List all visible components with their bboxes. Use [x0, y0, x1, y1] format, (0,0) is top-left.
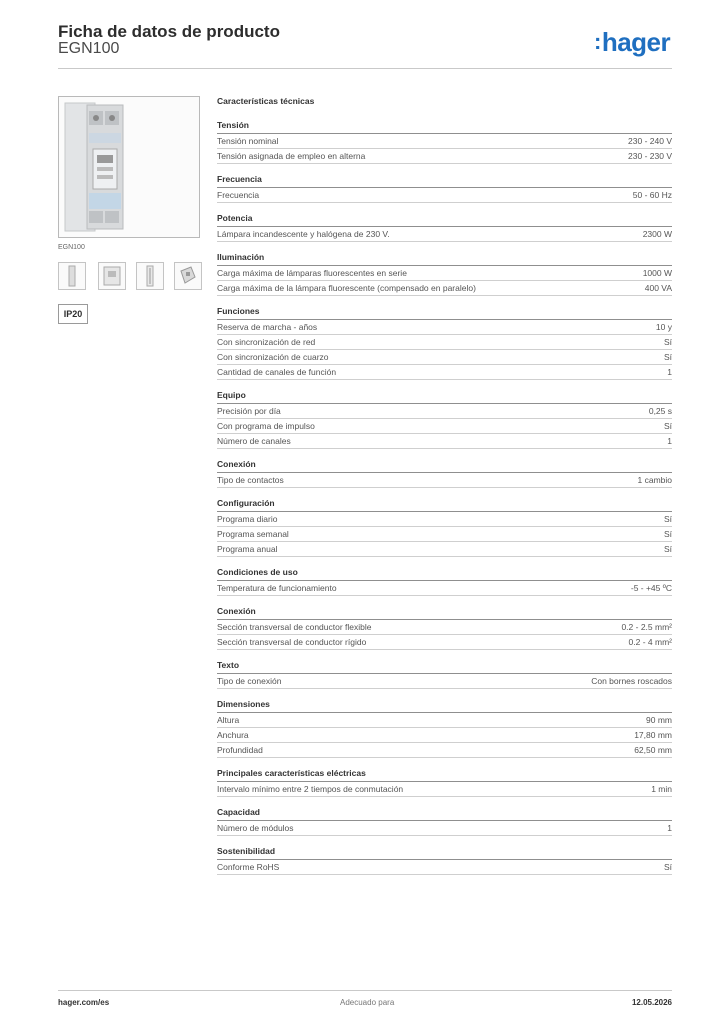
thumbnail-profile[interactable] — [136, 262, 164, 290]
spec-label: Anchura — [217, 730, 249, 740]
spec-label: Frecuencia — [217, 190, 260, 200]
spec-row — [217, 365, 672, 380]
spec-label: Carga máxima de lámparas fluorescentes en serie — [217, 268, 407, 278]
protection-badge: IP20 — [58, 304, 88, 324]
device-perspective-icon — [175, 263, 201, 289]
spec-section-title: Principales características eléctricas — [217, 768, 672, 782]
spec-section-title: Equipo — [217, 390, 672, 404]
spec-label: Altura — [217, 715, 240, 725]
spec-value: 17,80 mm — [634, 730, 672, 740]
spec-row — [217, 434, 672, 449]
spec-row — [217, 581, 672, 596]
spec-section — [217, 660, 672, 689]
spec-section — [217, 306, 672, 380]
spec-section — [217, 213, 672, 242]
product-image-caption: EGN100 — [58, 244, 85, 251]
spec-row — [217, 350, 672, 365]
thumbnail-front[interactable] — [58, 262, 86, 290]
spec-label: Precisión por día — [217, 406, 281, 416]
hager-logo[interactable] — [594, 26, 670, 58]
spec-row — [217, 281, 672, 296]
spec-label: Tensión nominal — [217, 136, 279, 146]
product-image — [58, 96, 200, 238]
spec-section-title: Funciones — [217, 306, 672, 320]
spec-label: Lámpara incandescente y halógena de 230 V. — [217, 229, 390, 239]
spec-label: Reserva de marcha - años — [217, 322, 318, 332]
spec-value: 0.2 - 4 mm² — [628, 637, 672, 647]
spec-row — [217, 473, 672, 488]
spec-row — [217, 266, 672, 281]
spec-value: Sí — [663, 862, 672, 872]
spec-row — [217, 728, 672, 743]
product-code: EGN100 — [58, 40, 120, 57]
spec-value: 90 mm — [646, 715, 672, 725]
spec-row — [217, 860, 672, 875]
spec-section-title: Capacidad — [217, 807, 672, 821]
spec-section — [217, 498, 672, 557]
spec-row — [217, 404, 672, 419]
spec-row — [217, 782, 672, 797]
spec-section-title: Sostenibilidad — [217, 846, 672, 860]
spec-value: 50 - 60 Hz — [632, 190, 672, 200]
spec-section — [217, 120, 672, 164]
spec-value: 0.2 - 2.5 mm² — [621, 622, 672, 632]
spec-section-title: Potencia — [217, 213, 672, 227]
footer-note: Adecuado para — [340, 998, 395, 1007]
spec-label: Tipo de conexión — [217, 676, 282, 686]
spec-value: Sí — [663, 514, 672, 524]
spec-section — [217, 606, 672, 650]
spec-section-title: Tensión — [217, 120, 672, 134]
spec-label: Conforme RoHS — [217, 862, 280, 872]
spec-value: Sí — [663, 352, 672, 362]
spec-section-title: Conexión — [217, 606, 672, 620]
spec-label: Tensión asignada de empleo en alterna — [217, 151, 366, 161]
spec-label: Número de canales — [217, 436, 291, 446]
spec-value: 230 - 230 V — [628, 151, 672, 161]
spec-section-title: Conexión — [217, 459, 672, 473]
spec-row — [217, 527, 672, 542]
spec-label: Sección transversal de conductor rígido — [217, 637, 367, 647]
specs-title: Características técnicas — [217, 96, 315, 106]
spec-section — [217, 807, 672, 836]
spec-label: Con sincronización de cuarzo — [217, 352, 329, 362]
device-profile-icon — [137, 263, 163, 289]
spec-value: 1000 W — [642, 268, 672, 278]
spec-row — [217, 188, 672, 203]
technical-specs — [217, 96, 672, 885]
spec-row — [217, 512, 672, 527]
spec-row — [217, 335, 672, 350]
spec-row — [217, 134, 672, 149]
spec-value: 1 — [667, 823, 672, 833]
spec-section-title: Iluminación — [217, 252, 672, 266]
spec-label: Con programa de impulso — [217, 421, 315, 431]
spec-row — [217, 635, 672, 650]
spec-row — [217, 674, 672, 689]
spec-section-title: Frecuencia — [217, 174, 672, 188]
spec-value: Sí — [663, 544, 672, 554]
spec-label: Tipo de contactos — [217, 475, 284, 485]
device-side-icon — [99, 263, 125, 289]
spec-section — [217, 459, 672, 488]
spec-label: Carga máxima de la lámpara fluorescente (compensado en paralelo) — [217, 283, 476, 293]
spec-value: 400 VA — [644, 283, 672, 293]
spec-row — [217, 320, 672, 335]
thumbnail-side[interactable] — [98, 262, 126, 290]
device-illustration-icon — [59, 97, 199, 237]
logo-dots-icon: : — [594, 29, 601, 54]
footer-divider — [58, 990, 672, 991]
spec-label: Cantidad de canales de función — [217, 367, 337, 377]
spec-label: Intervalo mínimo entre 2 tiempos de conmutación — [217, 784, 404, 794]
spec-label: Número de módulos — [217, 823, 294, 833]
spec-section-title: Dimensiones — [217, 699, 672, 713]
footer-date: 12.05.2026 — [631, 998, 672, 1007]
spec-section — [217, 699, 672, 758]
spec-value: Sí — [663, 337, 672, 347]
spec-label: Con sincronización de red — [217, 337, 316, 347]
spec-value: 1 — [667, 367, 672, 377]
spec-section — [217, 846, 672, 875]
spec-section — [217, 567, 672, 596]
spec-value: 10 y — [655, 322, 672, 332]
spec-value: Sí — [663, 421, 672, 431]
spec-section — [217, 252, 672, 296]
spec-section-title: Texto — [217, 660, 672, 674]
spec-label: Programa diario — [217, 514, 278, 524]
spec-section — [217, 768, 672, 797]
spec-value: Sí — [663, 529, 672, 539]
spec-row — [217, 620, 672, 635]
thumbnail-perspective[interactable] — [174, 262, 202, 290]
spec-row — [217, 542, 672, 557]
spec-row — [217, 419, 672, 434]
spec-label: Sección transversal de conductor flexible — [217, 622, 372, 632]
spec-value: 2300 W — [642, 229, 672, 239]
spec-sections — [217, 120, 672, 875]
spec-value: Con bornes roscados — [591, 676, 672, 686]
spec-row — [217, 713, 672, 728]
spec-section — [217, 174, 672, 203]
page-title: Ficha de datos de producto — [58, 22, 280, 41]
device-front-icon — [59, 263, 85, 289]
spec-value: -5 - +45 ºC — [630, 583, 672, 593]
spec-value: 230 - 240 V — [628, 136, 672, 146]
spec-section-title: Condiciones de uso — [217, 567, 672, 581]
header-divider — [58, 68, 672, 69]
spec-value: 62,50 mm — [634, 745, 672, 755]
footer-website-link[interactable]: hager.com/es — [58, 998, 110, 1007]
spec-label: Temperatura de funcionamiento — [217, 583, 337, 593]
spec-label: Programa anual — [217, 544, 278, 554]
spec-value: 1 min — [651, 784, 672, 794]
spec-row — [217, 149, 672, 164]
spec-row — [217, 743, 672, 758]
spec-section-title: Configuración — [217, 498, 672, 512]
spec-label: Programa semanal — [217, 529, 289, 539]
spec-row — [217, 227, 672, 242]
spec-label: Profundidad — [217, 745, 263, 755]
spec-value: 0,25 s — [648, 406, 672, 416]
spec-value: 1 — [667, 436, 672, 446]
spec-section — [217, 390, 672, 449]
spec-value: 1 cambio — [637, 475, 672, 485]
spec-row — [217, 821, 672, 836]
logo-text: hager — [601, 27, 671, 57]
